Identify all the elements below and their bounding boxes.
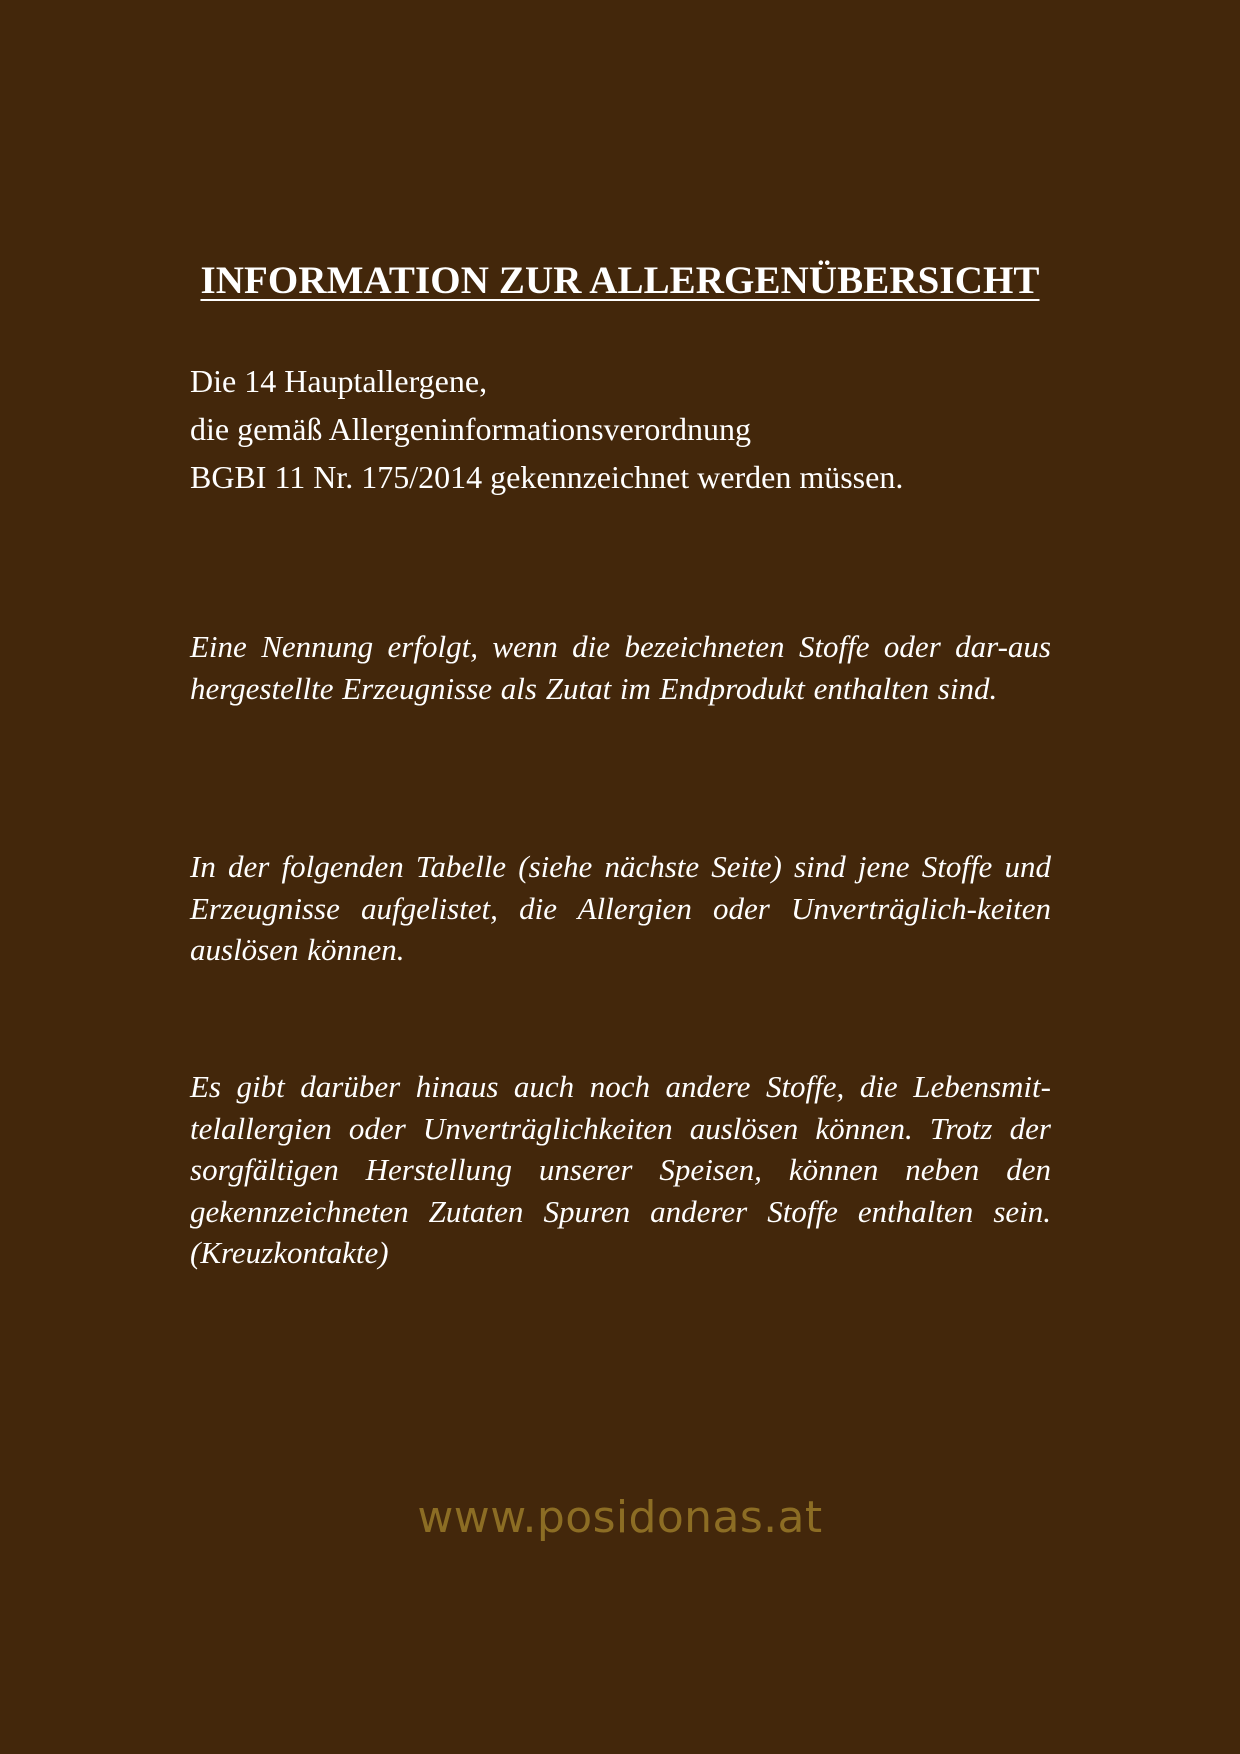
declaration-paragraph: Eine Nennung erfolgt, wenn die bezeichneten Stoffe oder dar-aus hergestellte Erzeugnisse als Zutat im Endprodukt enthalten sind. bbox=[190, 629, 1051, 706]
intro-line: die gemäß Allergeninformationsverordnung bbox=[190, 411, 752, 447]
page-title-text: INFORMATION ZUR ALLERGENÜBERSICHT bbox=[200, 259, 1040, 303]
website-address: www.posidonas.at bbox=[417, 1492, 823, 1543]
intro-line: Die 14 Hauptallergene, bbox=[190, 363, 488, 399]
cross-contact-paragraph: Es gibt darüber hinaus auch noch andere Stoffe, die Lebensmit-telallergien oder Unverträglichkeiten auslösen können. Trotz der sorgfältigen Herstellung unserer Speisen, können neben den gekennzeichneten Zutaten Spuren anderer Stoffe enthalten sein. (Kreuzkontakte) bbox=[190, 1069, 1051, 1270]
table-reference-paragraph: In der folgenden Tabelle (siehe nächste Seite) sind jene Stoffe und Erzeugnisse aufgelistet, die Allergien oder Unverträglich-keiten auslösen können. bbox=[190, 849, 1051, 967]
page-title bbox=[0, 256, 1240, 306]
intro-line: BGBI 11 Nr. 175/2014 gekennzeichnet werden müssen. bbox=[190, 459, 904, 495]
intro-text-block bbox=[190, 357, 1090, 501]
